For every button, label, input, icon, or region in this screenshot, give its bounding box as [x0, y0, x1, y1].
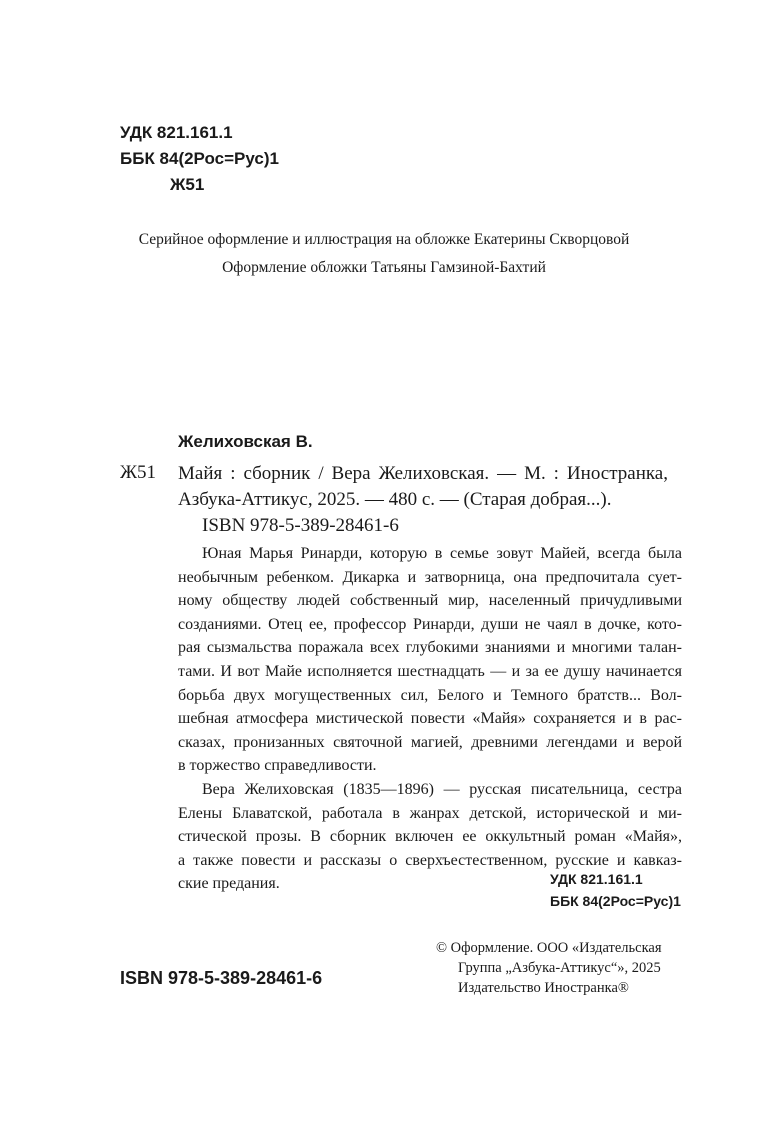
annotation-line: тами. И вот Майе исполняется шестнадцать — и за ее душу начинается: [178, 662, 682, 680]
record-isbn: ISBN 978-5-389-28461-6: [202, 515, 399, 536]
record-title-line-2: Азбука-Аттикус, 2025. — 480 с. — (Старая добрая...).: [178, 489, 612, 510]
annotation-line: борьба двух могущественных сил, Белого и Темного братств... Вол-: [178, 686, 682, 704]
copyright-line-1: © Оформление. ООО «Издательская: [436, 940, 662, 956]
annotation-line: рая сызмальства поражала всех глубокими знаниями и многими талан-: [178, 639, 682, 657]
annotation-line: в торжество справедливости.: [178, 757, 377, 775]
udk-footer: УДК 821.161.1: [550, 871, 643, 887]
annotation-line: а также повести и рассказы о сверхъестественном, русские и кавказ-: [178, 851, 682, 869]
annotation-line: необычным ребенком. Дикарка и затворница, она предпочитала сует-: [178, 568, 682, 586]
annotation-line: Вера Желиховская (1835—1896) — русская писательница, сестра: [202, 781, 682, 798]
author-sign-header: Ж51: [170, 175, 205, 194]
udk-header: УДК 821.161.1: [120, 123, 233, 142]
annotation-line: ские предания.: [178, 875, 280, 893]
isbn-footer: ISBN 978-5-389-28461-6: [120, 968, 323, 988]
record-title-line-1: Майя : сборник / Вера Желиховская. — М. : Иностранка,: [178, 463, 668, 484]
copyright-line-2: Группа „Азбука-Аттикус“», 2025: [458, 960, 661, 976]
annotation-line: стической прозы. В сборник включен ее оккультный роман «Майя»,: [178, 828, 682, 846]
annotation-line: Елены Блаватской, работала в жанрах детской, исторической и ми-: [178, 804, 682, 822]
bbk-header: ББК 84(2Рос=Рус)1: [120, 149, 279, 168]
annotation-line: шебная атмосфера мистической повести «Майя» сохраняется и в рас-: [178, 710, 682, 728]
record-author: Желиховская В.: [178, 432, 313, 451]
annotation-line: созданиями. Отец ее, профессор Ринарди, души не чаял в дочке, кото-: [178, 615, 682, 633]
annotation-paragraph-1: [178, 542, 682, 778]
series-design-credit: Серийное оформление и иллюстрация на обложке Екатерины Скворцовой: [138, 231, 630, 248]
copyright-line-3: Издательство Иностранка®: [458, 980, 629, 996]
annotation-line: сказах, пронизанных святочной магией, древними легендами и верой: [178, 733, 682, 751]
record-code: Ж51: [120, 462, 157, 483]
cover-design-credit: Оформление обложки Татьяны Гамзиной-Бахтий: [222, 259, 546, 276]
bbk-footer: ББК 84(2Рос=Рус)1: [550, 893, 681, 909]
annotation-line: ному обществу людей собственный мир, населенный причудливыми: [178, 592, 682, 610]
annotation-line: Юная Марья Ринарди, которую в семье зовут Майей, всегда была: [202, 545, 682, 562]
